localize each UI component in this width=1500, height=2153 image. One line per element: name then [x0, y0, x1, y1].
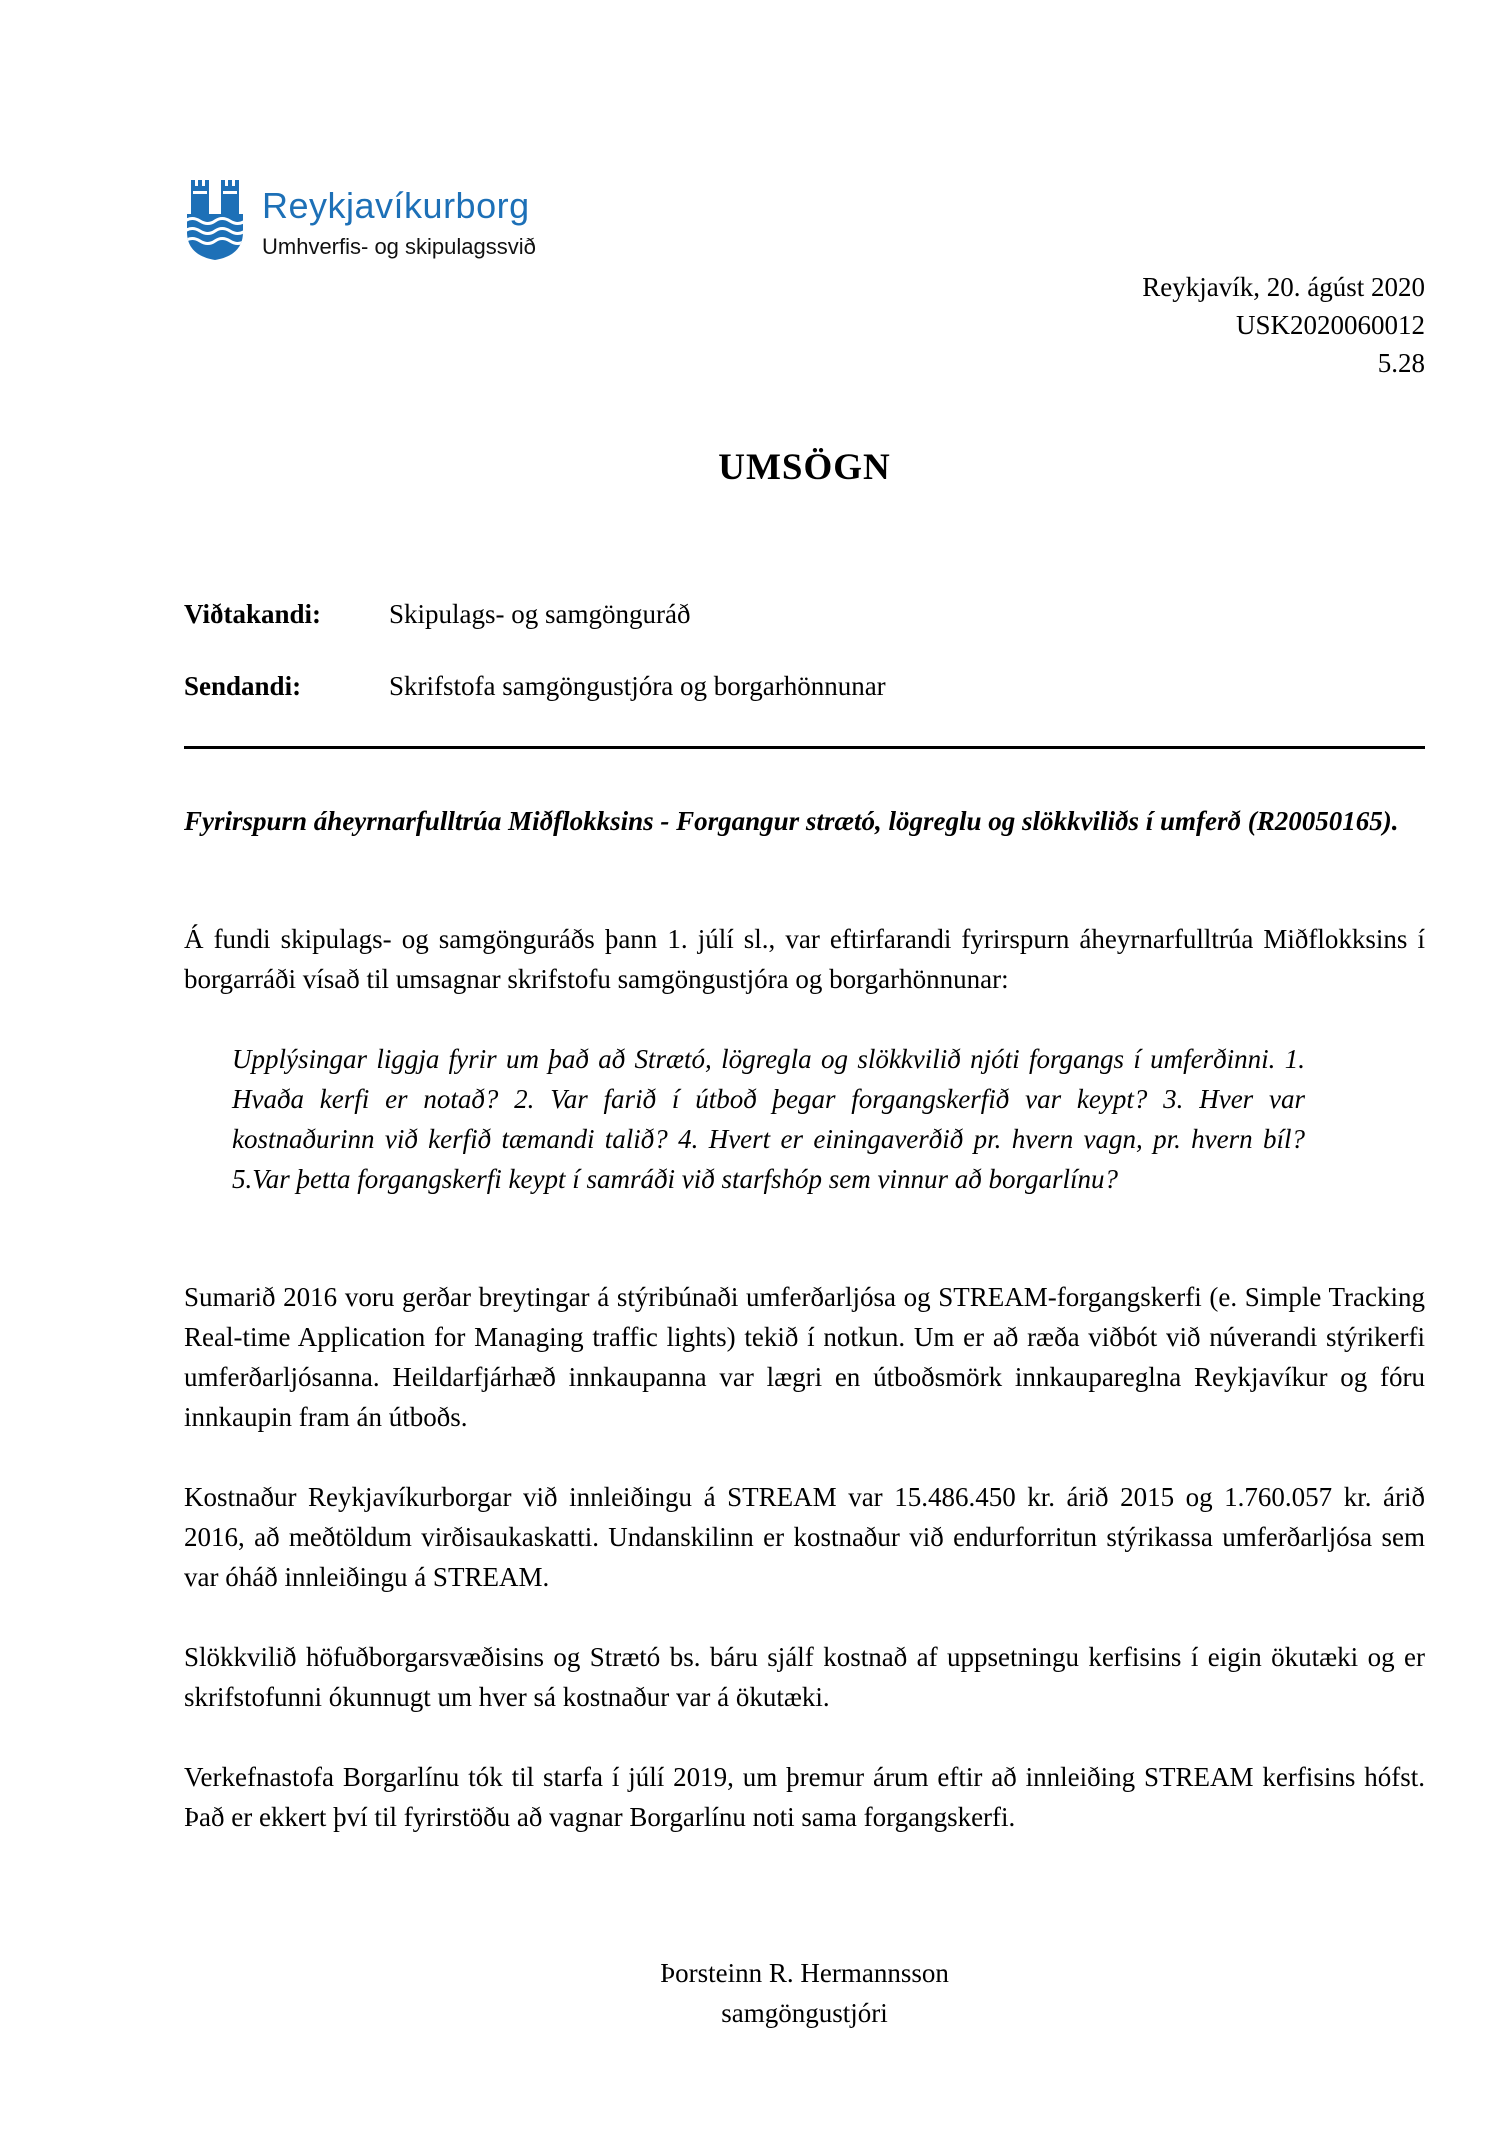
brand-text	[262, 178, 536, 262]
paragraph-costs: Kostnaður Reykjavíkurborgar við innleiðingu á STREAM var 15.486.450 kr. árið 2015 og 1.760.057 kr. árið 2016, að meðtöldum virðisaukaskatti. Undanskilinn er kostnaður við endurforritun stýrikassa umferðarljósa sem var óháð innleiðingu á STREAM.	[184, 1482, 1425, 1592]
brand-block	[184, 178, 1425, 262]
reference-block	[184, 268, 1425, 382]
quoted-inquiry: Upplýsingar liggja fyrir um það að Strætó, lögregla og slökkvilið njóti forgangs í umferðinni. 1. Hvaða kerfi er notað? 2. Var farið í útboð þegar forgangskerfið var keypt? 3. Hver var kostnaðurinn við kerfið tæmandi talið? 4. Hvert er einingaverðið pr. hvern vagn, pr. hvern bíl? 5.Var þetta forgangskerfi keypt í samráði við starfshóp sem vinnur að borgarlínu?	[232, 1044, 1305, 1194]
letterhead	[184, 178, 1425, 382]
paragraph-borgarlina: Verkefnastofa Borgarlínu tók til starfa í júlí 2019, um þremur árum eftir að innleiðing STREAM kerfisins hófst. Það er ekkert því til fyrirstöðu að vagnar Borgarlínu noti sama forgangskerfi.	[184, 1762, 1425, 1832]
paragraph-introduction: Á fundi skipulags- og samgönguráðs þann 1. júlí sl., var eftirfarandi fyrirspurn áheyrnarfulltrúa Miðflokksins í borgarráði vísað til umsagnar skrifstofu samgöngustjóra og borgarhönnunar:	[184, 924, 1425, 994]
org-department: Umhverfis- og skipulagssvið	[262, 234, 536, 259]
subject-line: Fyrirspurn áheyrnarfulltrúa Miðflokksins - Forgangur strætó, lögreglu og slökkviliðs í umferð (R20050165).	[184, 806, 1399, 836]
org-name: Reykjavíkurborg	[262, 185, 530, 226]
recipient-sender-block	[184, 594, 1425, 706]
recipient-row	[184, 594, 1425, 634]
signature-name: Þorsteinn R. Hermannsson	[660, 1958, 949, 1988]
paragraph-fire-brigade: Slökkvilið höfuðborgarsvæðisins og Strætó bs. báru sjálf kostnað af uppsetningu kerfisins í eigin ökutæki og er skrifstofunni ókunnugt um hver sá kostnaður var á ökutæki.	[184, 1642, 1425, 1712]
paragraph-stream-system: Sumarið 2016 voru gerðar breytingar á stýribúnaði umferðarljósa og STREAM-forgangskerfi (e. Simple Tracking Real-time Application for Managing traffic lights) tekið í notkun. Um er að ræða viðbót við núverandi stýrikerfi umferðarljósanna. Heildarfjárhæð innkaupanna var lægri en útboðsmörk innkaupareglna Reykjavíkur og fóru innkaupin fram án útboðs.	[184, 1282, 1425, 1432]
place-date: Reykjavík, 20. ágúst 2020	[1142, 272, 1425, 302]
reference-number: USK2020060012	[1235, 310, 1425, 340]
document-title: UMSÖGN	[718, 447, 891, 488]
sender-label: Sendandi:	[184, 671, 302, 701]
reykjavik-coat-of-arms-logo	[184, 178, 246, 262]
recipient-value: Skipulags- og samgönguráð	[389, 599, 691, 629]
sender-row	[184, 666, 1425, 706]
signature-title: samgöngustjóri	[721, 1998, 888, 2028]
divider-rule	[184, 746, 1425, 749]
signature-block	[184, 1953, 1425, 2033]
recipient-label: Viðtakandi:	[184, 599, 322, 629]
sender-value: Skrifstofa samgöngustjóra og borgarhönnunar	[389, 671, 886, 701]
case-number: 5.28	[1377, 348, 1425, 378]
